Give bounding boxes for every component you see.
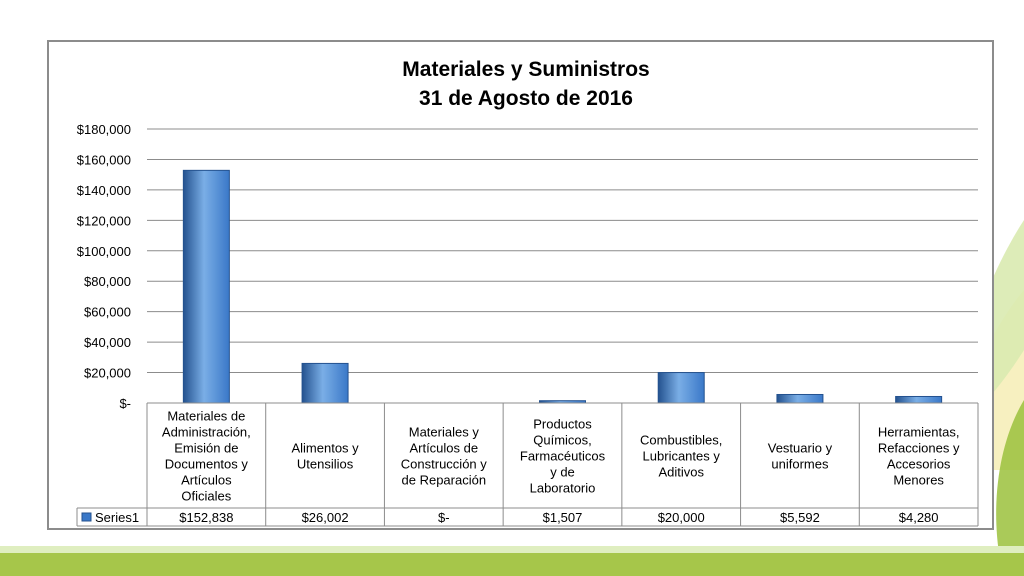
y-tick-label: $20,000 (84, 365, 131, 381)
plot-area (77, 122, 978, 526)
x-category-label: Alimentos y (291, 440, 359, 456)
x-category-label: Administración, (161, 424, 251, 440)
x-category-label: Farmacéuticos (519, 448, 606, 464)
bar (658, 373, 704, 403)
x-category-label: Aditivos (658, 464, 704, 480)
x-category-label: uniformes (771, 456, 829, 472)
x-category-label: Artículos de (409, 440, 479, 456)
x-category-label: Menores (893, 472, 944, 488)
bar-chart (49, 42, 992, 528)
x-category-label: de Reparación (401, 472, 487, 488)
x-category-label: Vestuario y (767, 440, 833, 456)
y-tick-label: $80,000 (84, 274, 131, 290)
data-value-label: $26,002 (301, 510, 349, 525)
x-category-label: Construcción y (400, 456, 487, 472)
y-tick-label: $180,000 (76, 122, 131, 137)
x-category-label: Materiales y (408, 424, 479, 440)
bar (302, 363, 348, 403)
x-category-label: Herramientas, (877, 424, 960, 440)
y-tick-label: $- (119, 396, 131, 411)
y-tick-label: $160,000 (76, 152, 131, 168)
x-category-label: Productos (533, 416, 592, 432)
bar (183, 170, 229, 403)
data-value-label: $- (438, 510, 450, 525)
x-category-label: Emisión de (174, 440, 239, 456)
y-tick-label: $60,000 (84, 304, 131, 320)
data-value-label: $1,507 (542, 510, 583, 525)
chart-frame (47, 40, 994, 530)
x-category-label: Utensilios (296, 456, 354, 472)
x-category-label: Combustibles, (640, 432, 723, 448)
bar (896, 396, 942, 403)
decor-bottom-green-band (0, 553, 1024, 576)
chart-title-line-2: 31 de Agosto de 2016 (419, 87, 633, 110)
y-tick-label: $40,000 (84, 335, 131, 351)
legend-swatch (82, 513, 91, 521)
y-tick-label: $100,000 (76, 243, 131, 259)
x-category-label: Refacciones y (877, 440, 960, 456)
decor-bottom-light-band (0, 546, 1024, 553)
x-category-label: Químicos, (533, 432, 592, 448)
data-value-label: $20,000 (657, 510, 705, 525)
legend-series-name: Series1 (95, 510, 140, 525)
chart-title-line-1: Materiales y Suministros (402, 58, 650, 81)
x-category-label: y de (550, 464, 575, 480)
x-category-label: Accesorios (886, 456, 951, 472)
x-category-label: Documentos y (164, 456, 248, 472)
x-category-label: Lubricantes y (642, 448, 720, 464)
data-value-label: $5,592 (780, 510, 820, 525)
x-category-label: Oficiales (181, 488, 232, 504)
bar (777, 394, 823, 403)
y-tick-label: $120,000 (76, 213, 131, 229)
x-category-label: Materiales de (167, 408, 246, 424)
data-value-label: $4,280 (898, 510, 939, 525)
y-tick-label: $140,000 (76, 182, 131, 198)
data-value-label: $152,838 (179, 510, 234, 525)
x-category-label: Laboratorio (529, 480, 596, 496)
x-category-label: Artículos (181, 472, 232, 488)
